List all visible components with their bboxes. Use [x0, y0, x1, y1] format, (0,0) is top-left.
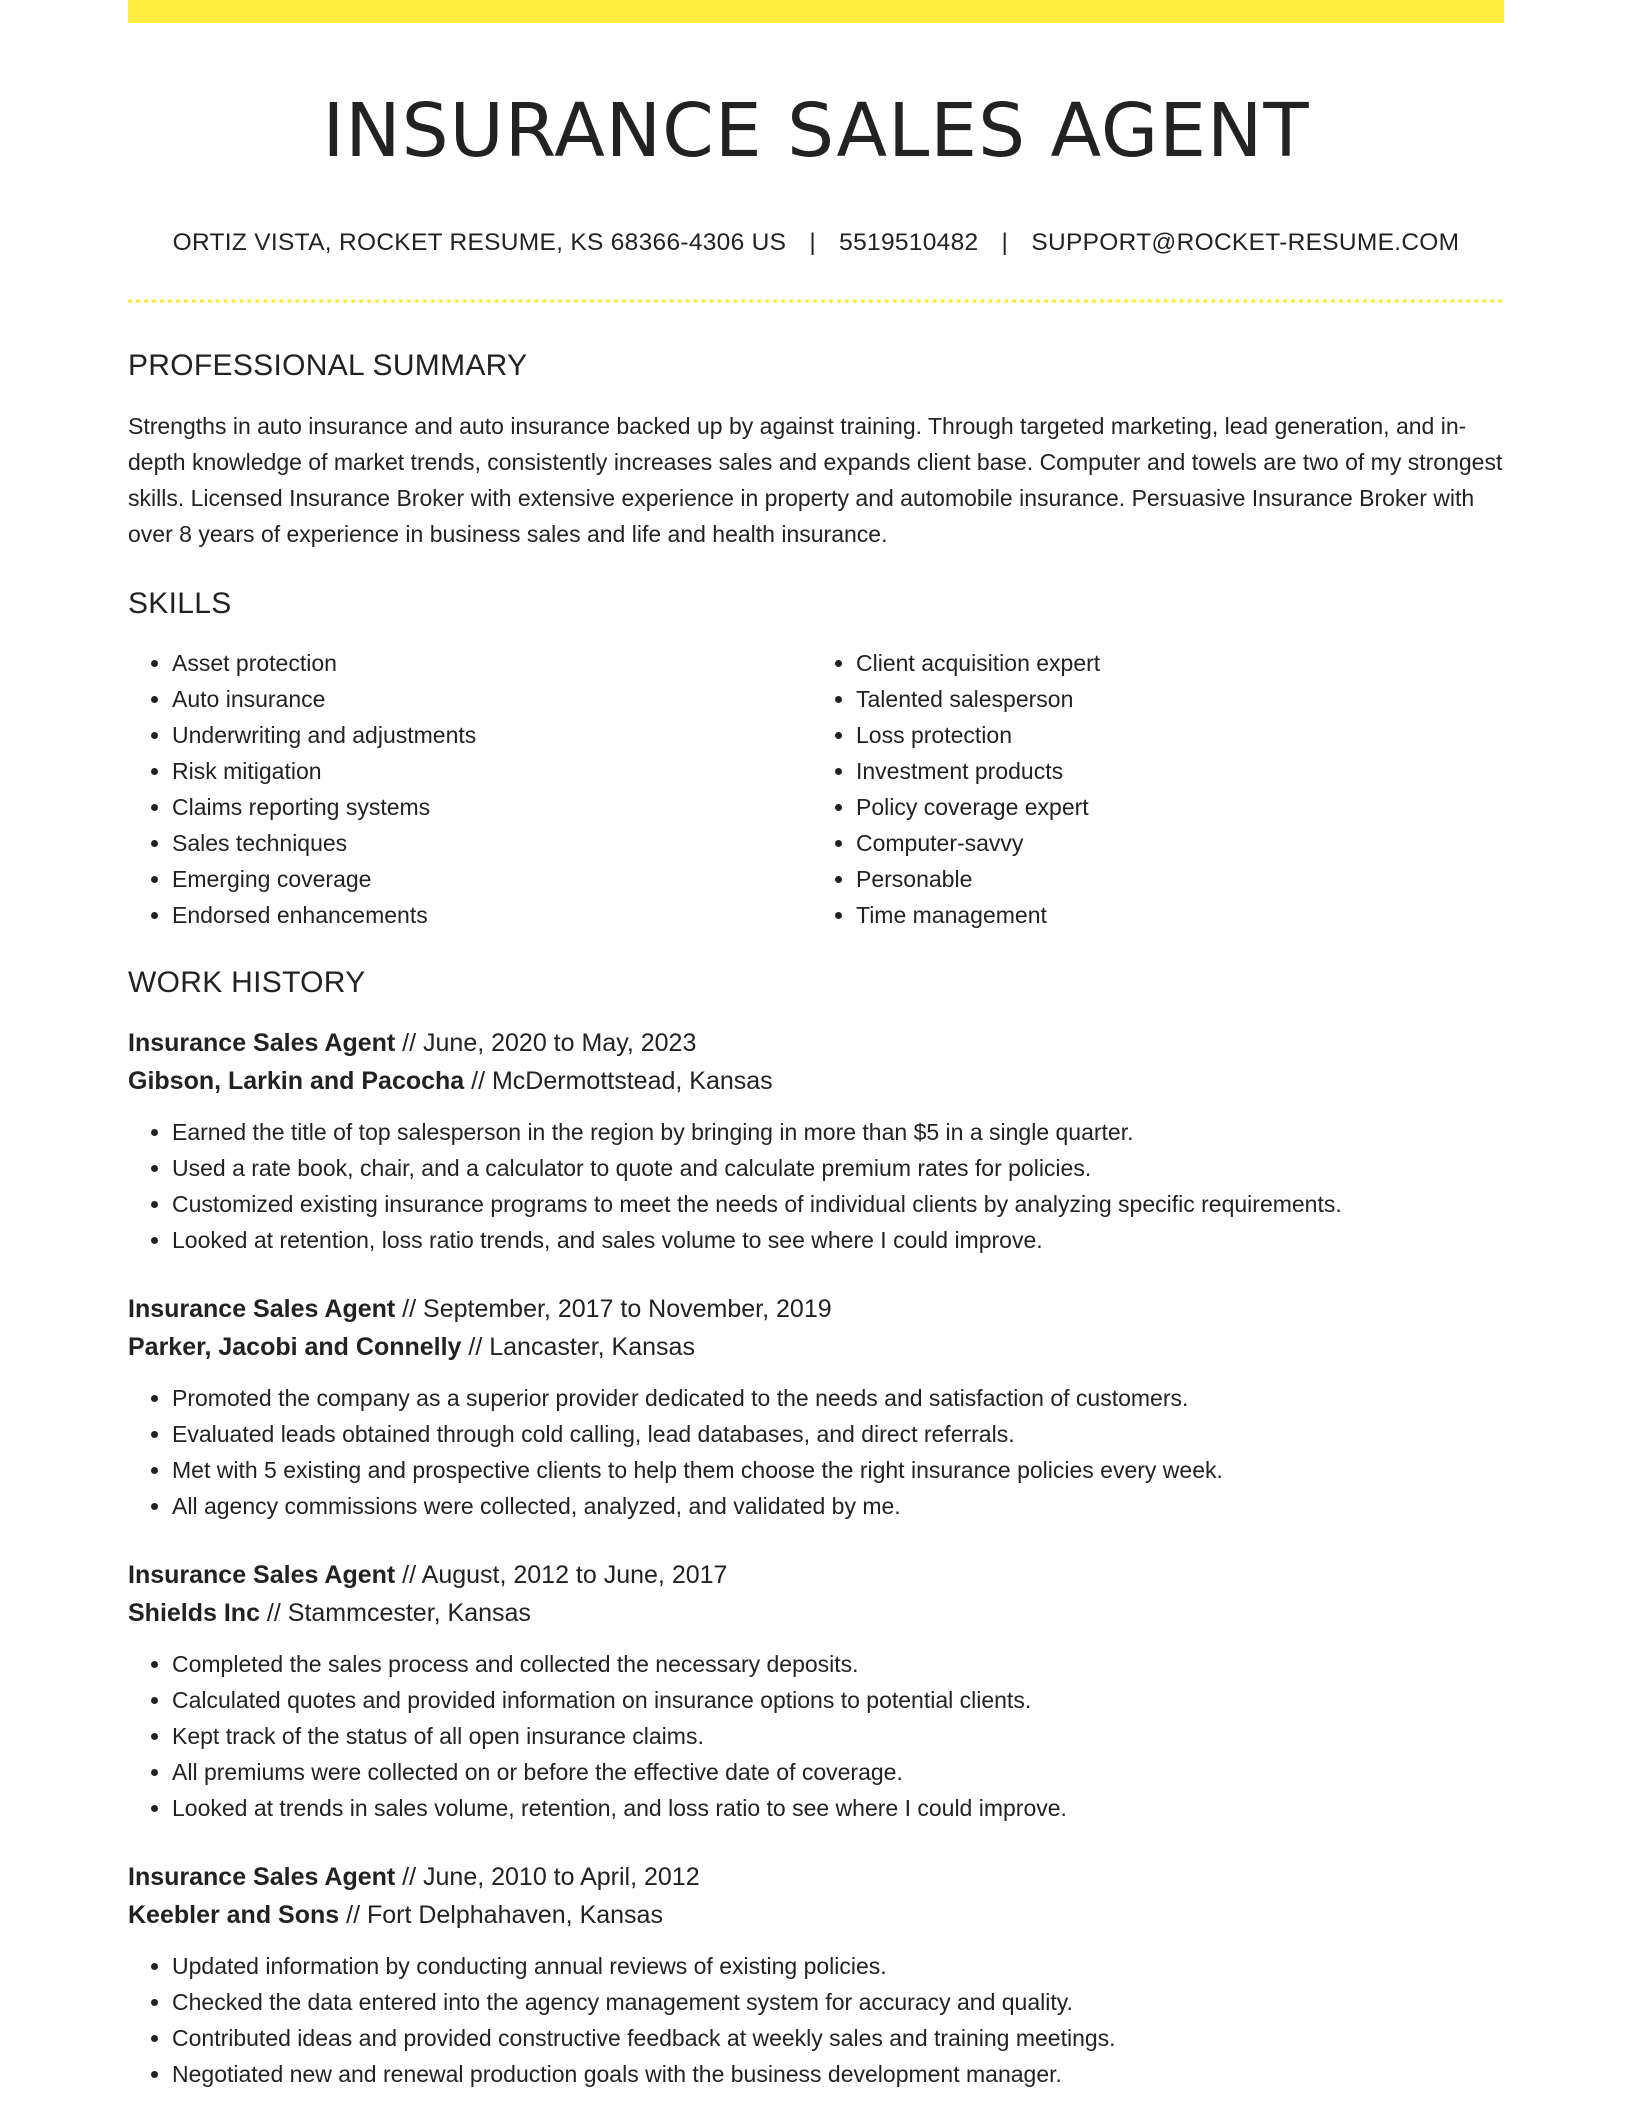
job-company: Parker, Jacobi and Connelly: [128, 1333, 462, 1362]
work-history-section-title: WORK HISTORY: [128, 966, 366, 1000]
skill-item: • Risk mitigation: [172, 753, 806, 789]
job-bullet: • Used a rate book, chair, and a calculator to quote and calculate premium rates for policies.: [172, 1150, 1504, 1186]
job-dates: // June, 2010 to April, 2012: [395, 1863, 700, 1892]
summary-section-title: PROFESSIONAL SUMMARY: [128, 349, 528, 383]
job-bullet: • Checked the data entered into the agency management system for accuracy and quality.: [172, 1984, 1504, 2020]
accent-top-bar: [128, 0, 1504, 23]
job-bullet: • Completed the sales process and collected the necessary deposits.: [172, 1646, 1504, 1682]
skill-item: • Claims reporting systems: [172, 789, 806, 825]
job-bullet: • Negotiated new and renewal production goals with the business development manager.: [172, 2056, 1504, 2092]
job-entry: [128, 1858, 1504, 2092]
skill-item: • Client acquisition expert: [856, 645, 1490, 681]
job-bullets: [128, 1948, 1504, 2092]
job-entry: [128, 1556, 1504, 1826]
job-bullet: • Evaluated leads obtained through cold calling, lead databases, and direct referrals.: [172, 1416, 1504, 1452]
job-title: Insurance Sales Agent: [128, 1029, 396, 1058]
skill-item: • Policy coverage expert: [856, 789, 1490, 825]
job-company-line: [128, 1594, 1504, 1632]
job-bullet: • Looked at retention, loss ratio trends, and sales volume to see where I could improve.: [172, 1222, 1504, 1258]
job-entry: [128, 1290, 1504, 1524]
job-bullets: [128, 1380, 1504, 1524]
job-entry: [128, 1024, 1504, 1258]
skill-item: • Asset protection: [172, 645, 806, 681]
summary-text: Strengths in auto insurance and auto insurance backed up by against training. Through targeted marketing, lead generation, and in-depth knowledge of market trends, consistently increases sales and expands client base. Computer and towels are two of my strongest skills. Licensed Insurance Broker with extensive experience in property and automobile insurance. Persuasive Insurance Broker with over 8 years of experience in business sales and life and health insurance.: [128, 413, 1503, 548]
contact-line: [128, 227, 1504, 259]
job-title-line: [128, 1556, 1504, 1594]
job-bullet: • All agency commissions were collected, analyzed, and validated by me.: [172, 1488, 1504, 1524]
job-location: // McDermottstead, Kansas: [464, 1067, 773, 1096]
contact-phone: 5519510482: [839, 229, 979, 257]
dotted-divider: [128, 299, 1504, 303]
resume-page: [128, 0, 1504, 2092]
job-bullet: • Met with 5 existing and prospective clients to help them choose the right insurance policies every week.: [172, 1452, 1504, 1488]
job-bullet: • Updated information by conducting annual reviews of existing policies.: [172, 1948, 1504, 1984]
job-bullet: • Customized existing insurance programs to meet the needs of individual clients by analyzing specific requirements.: [172, 1186, 1504, 1222]
job-location: // Lancaster, Kansas: [461, 1333, 695, 1362]
skills-left-column: [128, 645, 806, 933]
skill-item: • Talented salesperson: [856, 681, 1490, 717]
skills-section-title: SKILLS: [128, 587, 232, 621]
skill-item: • Investment products: [856, 753, 1490, 789]
resume-name-heading: INSURANCE SALES AGENT: [322, 88, 1310, 174]
job-bullet: • Looked at trends in sales volume, retention, and loss ratio to see where I could improve.: [172, 1790, 1504, 1826]
skill-item: • Personable: [856, 861, 1490, 897]
job-company: Keebler and Sons: [128, 1901, 340, 1930]
job-company-line: [128, 1896, 1504, 1934]
job-bullets: [128, 1646, 1504, 1826]
job-dates: // August, 2012 to June, 2017: [395, 1561, 728, 1590]
contact-email: SUPPORT@ROCKET-RESUME.COM: [1031, 229, 1460, 257]
job-title-line: [128, 1290, 1504, 1328]
job-location: // Fort Delphahaven, Kansas: [339, 1901, 663, 1930]
skill-item: • Loss protection: [856, 717, 1490, 753]
job-title: Insurance Sales Agent: [128, 1295, 396, 1324]
job-bullet: • Calculated quotes and provided information on insurance options to potential clients.: [172, 1682, 1504, 1718]
job-title-line: [128, 1024, 1504, 1062]
job-company: Shields Inc: [128, 1599, 260, 1628]
job-company: Gibson, Larkin and Pacocha: [128, 1067, 465, 1096]
job-bullet: • All premiums were collected on or before the effective date of coverage.: [172, 1754, 1504, 1790]
job-location: // Stammcester, Kansas: [259, 1599, 531, 1628]
skills-list: [128, 645, 1504, 933]
job-title: Insurance Sales Agent: [128, 1863, 396, 1892]
job-bullet: • Kept track of the status of all open insurance claims.: [172, 1718, 1504, 1754]
job-title: Insurance Sales Agent: [128, 1561, 396, 1590]
job-dates: // September, 2017 to November, 2019: [395, 1295, 832, 1324]
skills-right-column: [806, 645, 1490, 933]
job-dates: // June, 2020 to May, 2023: [395, 1029, 697, 1058]
job-bullet: • Contributed ideas and provided constructive feedback at weekly sales and training meetings.: [172, 2020, 1504, 2056]
skill-item: • Time management: [856, 897, 1490, 933]
skill-item: • Endorsed enhancements: [172, 897, 806, 933]
job-company-line: [128, 1328, 1504, 1366]
contact-separator: |: [809, 229, 817, 257]
skill-item: • Emerging coverage: [172, 861, 806, 897]
job-company-line: [128, 1062, 1504, 1100]
job-title-line: [128, 1858, 1504, 1896]
job-bullet: • Earned the title of top salesperson in the region by bringing in more than $5 in a single quarter.: [172, 1114, 1504, 1150]
job-bullet: • Promoted the company as a superior provider dedicated to the needs and satisfaction of customers.: [172, 1380, 1504, 1416]
skill-item: • Sales techniques: [172, 825, 806, 861]
skill-item: • Computer-savvy: [856, 825, 1490, 861]
skill-item: • Auto insurance: [172, 681, 806, 717]
contact-address: ORTIZ VISTA, ROCKET RESUME, KS 68366-4306 US: [172, 229, 787, 257]
contact-separator: |: [1001, 229, 1009, 257]
job-bullets: [128, 1114, 1504, 1258]
skill-item: • Underwriting and adjustments: [172, 717, 806, 753]
